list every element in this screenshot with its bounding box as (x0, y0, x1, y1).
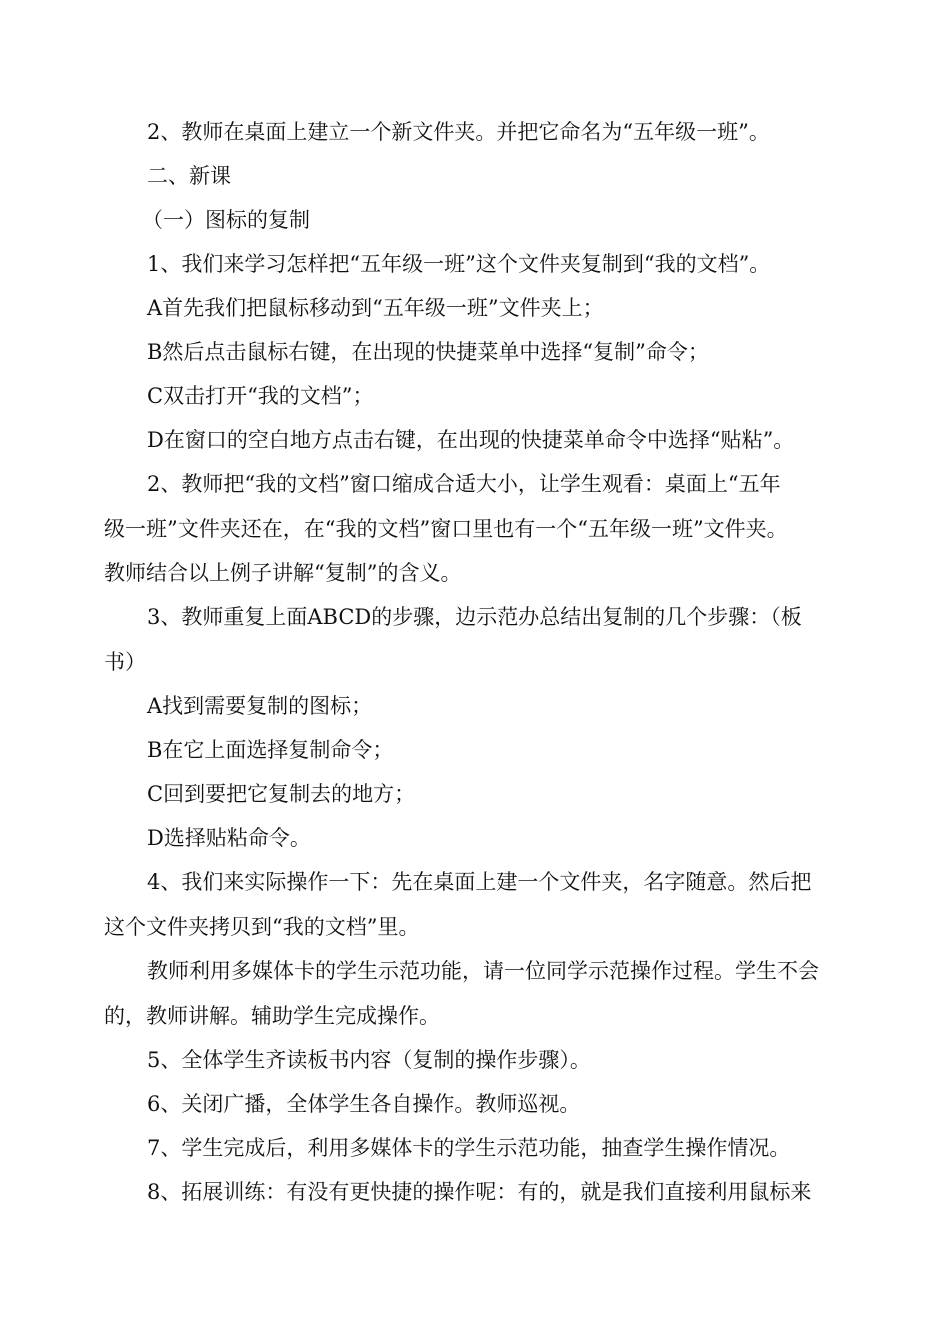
paragraph-line: 这个文件夹拷贝到“我的文档”里。 (104, 915, 420, 939)
paragraph-line: 教师利用多媒体卡的学生示范功能，请一位同学示范操作过程。学生不会 (147, 959, 819, 983)
step-line: C双击打开“我的文档”； (147, 384, 374, 408)
paragraph-line: 2、教师把“我的文档”窗口缩成合适大小，让学生观看：桌面上“五年 (147, 472, 781, 496)
paragraph-line: 5、全体学生齐读板书内容（复制的操作步骤）。 (147, 1048, 591, 1072)
step-line: D选择贴粘命令。 (147, 826, 311, 850)
paragraph-line: 6、关闭广播，全体学生各自操作。教师巡视。 (147, 1092, 581, 1116)
step-line: A首先我们把鼠标移动到“五年级一班”文件夹上； (147, 296, 604, 320)
step-line: B在它上面选择复制命令； (147, 738, 394, 762)
paragraph-line: 教师结合以上例子讲解“复制”的含义。 (104, 561, 462, 585)
section-heading: 二、新课 (147, 164, 231, 188)
paragraph-line: 8、拓展训练：有没有更快捷的操作呢：有的，就是我们直接利用鼠标来 (147, 1180, 812, 1204)
paragraph-line: 2、教师在桌面上建立一个新文件夹。并把它命名为“五年级一班”。 (147, 120, 770, 144)
step-line: A找到需要复制的图标； (147, 694, 373, 718)
paragraph-line: 4、我们来实际操作一下：先在桌面上建一个文件夹，名字随意。然后把 (147, 870, 812, 894)
paragraph-line: 7、学生完成后，利用多媒体卡的学生示范功能，抽查学生操作情况。 (147, 1136, 791, 1160)
subsection-heading: （一）图标的复制 (142, 208, 310, 232)
paragraph-line: 书） (104, 650, 146, 674)
step-line: B然后点击鼠标右键，在出现的快捷菜单中选择“复制”命令； (147, 340, 709, 364)
step-line: D在窗口的空白地方点击右键，在出现的快捷菜单命令中选择“贴粘”。 (147, 428, 795, 452)
step-line: C回到要把它复制去的地方； (147, 782, 416, 806)
paragraph-line: 1、我们来学习怎样把“五年级一班”这个文件夹复制到“我的文档”。 (147, 252, 771, 276)
paragraph-line: 的，教师讲解。辅助学生完成操作。 (104, 1004, 440, 1028)
paragraph-line: 3、教师重复上面ABCD的步骤，边示范办总结出复制的几个步骤：（板 (147, 605, 802, 629)
paragraph-line: 级一班”文件夹还在，在“我的文档”窗口里也有一个“五年级一班”文件夹。 (104, 517, 788, 541)
